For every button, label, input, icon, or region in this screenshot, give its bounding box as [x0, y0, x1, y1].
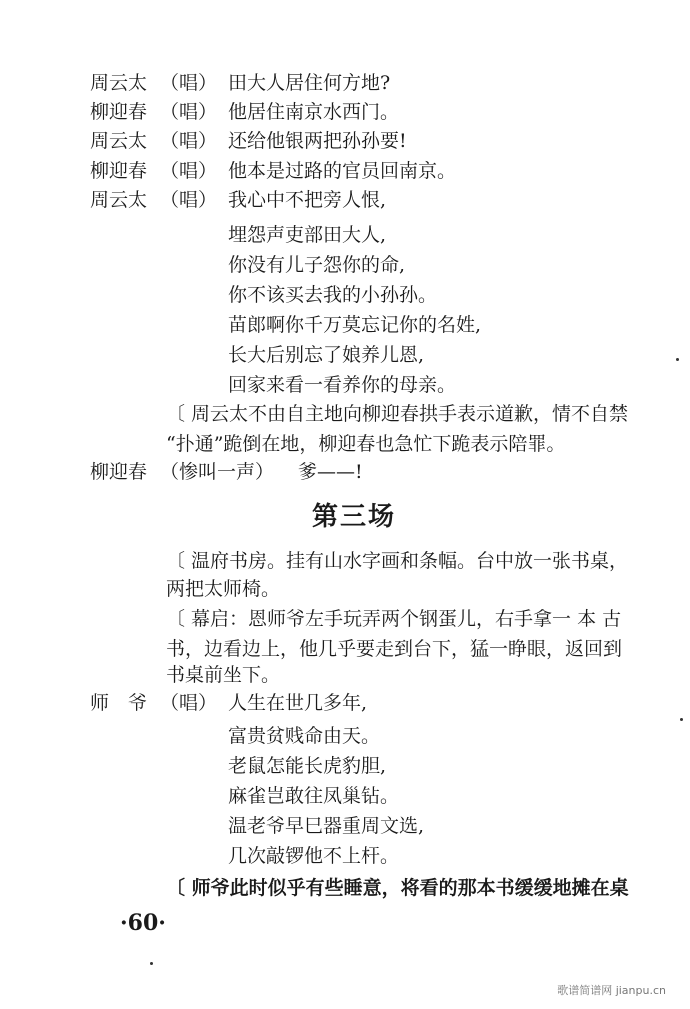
sing-mark: （唱）: [160, 101, 218, 123]
stage-direction: 〔 温府书房。挂有山水字画和条幅。台中放一张书桌，: [166, 550, 629, 572]
exclamation-text: 爹——!: [298, 461, 363, 483]
page-number: ·60·: [120, 910, 166, 936]
lyric-continuation: 长大后别忘了娘养儿恩,: [228, 344, 425, 366]
lyric-continuation: 麻雀岂敢往凤巢钻。: [228, 785, 400, 807]
stage-direction: 书桌前坐下。: [166, 664, 281, 686]
sing-mark: （唱）: [160, 72, 218, 94]
sing-mark: （唱）: [160, 130, 218, 152]
scan-speck: [676, 358, 679, 361]
stage-direction: 书，边看边上，他几乎要走到台下，猛一睁眼，返回到: [166, 638, 623, 660]
lyric-continuation: 你不该买去我的小孙孙。: [228, 284, 438, 306]
lyric-text: 他本是过路的官员回南京。: [228, 160, 457, 182]
stage-direction: 两把太师椅。: [166, 578, 281, 600]
lyric-text: 还给他银两把孙孙要!: [228, 130, 407, 152]
scan-speck: [150, 962, 153, 965]
scan-speck: [680, 718, 683, 721]
scene-title: 第三场: [312, 502, 397, 532]
lyric-continuation: 你没有儿子怨你的命,: [228, 254, 406, 276]
speaker-name: 周云太: [90, 130, 148, 152]
lyric-text: 我心中不把旁人恨,: [228, 189, 387, 211]
stage-direction: 〔 师爷此时似乎有些睡意，将看的那本书缓缓地摊在桌: [166, 877, 629, 899]
lyric-continuation: 苗郎啊你千万莫忘记你的名姓,: [228, 314, 482, 336]
lyric-continuation: 几次敲锣他不上杆。: [228, 845, 400, 867]
speaker-name: 师 爷: [90, 692, 148, 714]
lyric-text: 人生在世几多年,: [228, 692, 368, 714]
sing-mark: （唱）: [160, 189, 218, 211]
lyric-continuation: 埋怨声吏部田大人,: [228, 224, 387, 246]
speaker-name: 周云太: [90, 72, 148, 94]
lyric-continuation: 回家来看一看养你的母亲。: [228, 374, 457, 396]
lyric-continuation: 温老爷早巳器重周文选,: [228, 815, 425, 837]
speaker-name: 柳迎春: [90, 461, 148, 483]
lyric-text: 他居住南京水西门。: [228, 101, 400, 123]
sing-mark: （唱）: [160, 160, 218, 182]
sing-mark: （唱）: [160, 692, 218, 714]
lyric-continuation: 老鼠怎能长虎豹胆,: [228, 755, 387, 777]
stage-direction: “扑通”跪倒在地，柳迎春也急忙下跪表示陪罪。: [166, 433, 566, 455]
action-mark: （惨叫一声）: [160, 461, 275, 483]
speaker-name: 柳迎春: [90, 101, 148, 123]
stage-direction: 〔 幕启：恩师爷左手玩弄两个钢蛋儿，右手拿一 本 古: [166, 608, 622, 630]
lyric-continuation: 富贵贫贱命由天。: [228, 725, 381, 747]
site-watermark: 歌谱简谱网 jianpu.cn: [557, 984, 666, 997]
speaker-name: 周云太: [90, 189, 148, 211]
lyric-text: 田大人居住何方地?: [228, 72, 391, 94]
stage-direction: 〔 周云太不由自主地向柳迎春拱手表示道歉，情不自禁: [166, 403, 629, 425]
speaker-name: 柳迎春: [90, 160, 148, 182]
